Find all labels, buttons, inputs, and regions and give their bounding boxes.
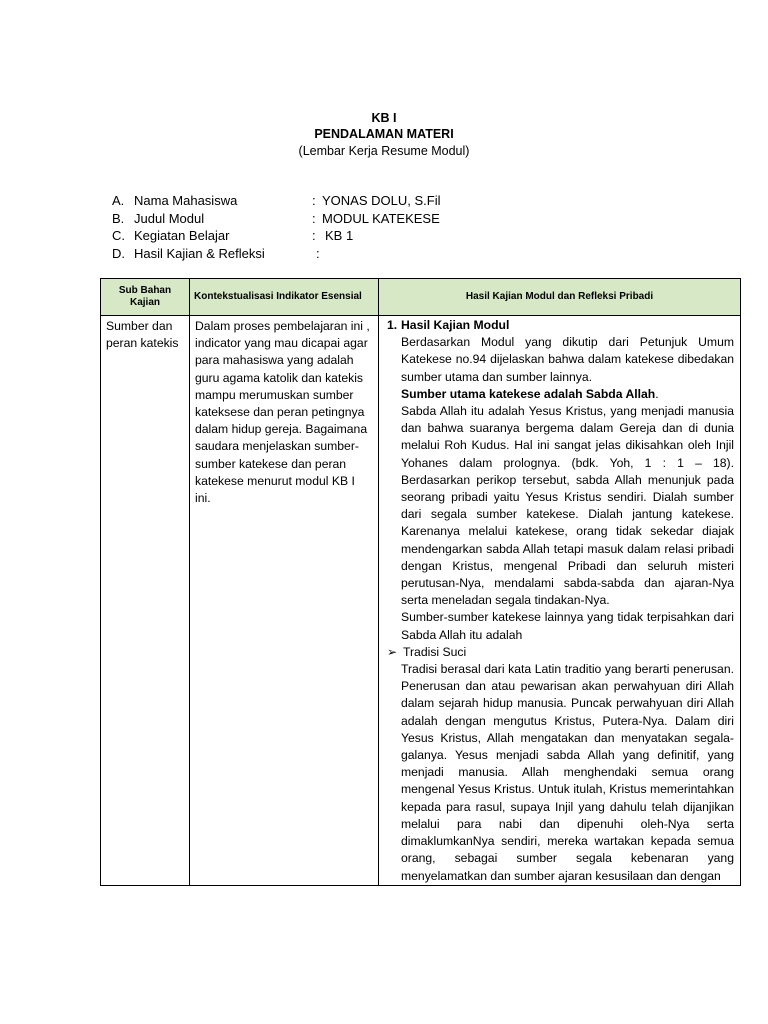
cell-hasil-kajian: [379, 316, 741, 886]
header-sub-bahan: Sub Bahan Kajian: [101, 279, 190, 316]
page-subtitle: (Lembar Kerja Resume Modul): [298, 144, 470, 158]
info-row-name: A. Nama Mahasiswa : YONAS DOLU, S.Fil: [112, 193, 441, 208]
resume-table: [100, 278, 741, 886]
page-title: PENDALAMAN MATERI: [314, 127, 454, 141]
bullet-tradisi: ➢ Tradisi Suci: [387, 644, 734, 661]
paragraph-intro: Berdasarkan Modul yang dikutip dari Petunjuk Umum Katekese no.94 dijelaskan bahwa dalam katekese dibedakan sumber utama dan sumber lainnya.: [401, 335, 734, 384]
student-info: [112, 192, 440, 262]
arrow-bullet-icon: ➢: [387, 644, 398, 659]
info-row-result: D. Hasil Kajian & Refleksi :: [112, 245, 320, 261]
subheading: Sumber utama katekese adalah Sabda Allah.: [401, 386, 659, 401]
module-title: MODUL KATEKESE: [322, 210, 440, 226]
activity-value: KB 1: [325, 228, 354, 243]
kb-title: KB I: [371, 111, 397, 125]
student-name: YONAS DOLU, S.Fil: [322, 193, 441, 208]
paragraph-other-sources: Sumber-sumber katekese lainnya yang tidak terpisahkan dari Sabda Allah itu adalah: [401, 610, 734, 642]
paragraph-sabda-allah: Sabda Allah itu adalah Yesus Kristus, yang menjadi manusia dan bahwa suaranya bergema dalam Gereja dan di dunia melalui Roh Kudus. Hal ini sangat jelas dikisahkan oleh Injil Yohanes dalam prolognya. (bdk. Yoh, 1 : 1 – 18). Berdasarkan perikop tersebut, sabda Allah menunjuk pada seorang pribadi yaitu Yesus Kristus sendiri. Dialah sumber dari segala sumber katekese. Dialah jantung katekese. Karenanya melalui katekese, orang tidak sekedar diajak mendengarkan sabda Allah tetapi masuk dalam relasi pribadi dengan Kristus, mengenal Pribadi dan seluruh misteri perutusan-Nya, mendalami sabda-sabda dan ajaran-Nya serta meneladan segala tindakan-Nya.: [401, 404, 734, 608]
info-row-activity: C. Kegiatan Belajar : KB 1: [112, 228, 354, 243]
header-kontekstualisasi: Kontekstualisasi Indikator Esensial: [190, 279, 379, 316]
section-heading: 1. Hasil Kajian Modul: [387, 318, 510, 332]
cell-sub-bahan: Sumber dan peran katekis: [101, 316, 190, 886]
header-hasil-kajian: Hasil Kajian Modul dan Refleksi Pribadi: [379, 279, 741, 316]
paragraph-tradisi: Tradisi berasal dari kata Latin traditio yang berarti penerusan. Penerusan dan atau pewarisan akan perwahyuan diri Allah dalam sejarah hidup manusia. Puncak perwahyuan diri Allah adalah dengan mengutus Kristus, Putera-Nya. Dalam diri Yesus Kristus, Allah mengatakan dan menyatakan segala-galanya. Yesus menjadi sabda Allah yang definitif, yang menjadi manusia. Allah menghendaki semua orang mengenal Yesus Kristus. Untuk itulah, Kristus memerintahkan kepada para rasul, supaya Injil yang dahulu telah dijanjikan melalui para nabi dan dipenuhi oleh-Nya serta dimaklumkanNya sendiri, mereka wartakan kepada semua orang, sebagai sumber segala kebenaran yang menyelamatkan dan sumber ajaran kesusilaan dan dengan: [401, 662, 734, 883]
table-row: [101, 316, 741, 886]
info-row-module: B. Judul Modul : MODUL KATEKESE: [112, 210, 440, 226]
cell-kontekstualisasi: Dalam proses pembelajaran ini , indicator yang mau dicapai agar para mahasiswa yang adalah guru agama katolik dan katekis mampu merumuskan sumber kateksese dan peran petingnya dalam hidup gereja. Bagaimana saudara menjelaskan sumber-sumber katekese dan peran katekese menurut modul KB I ini.: [190, 316, 379, 886]
table-header-row: [101, 279, 741, 316]
